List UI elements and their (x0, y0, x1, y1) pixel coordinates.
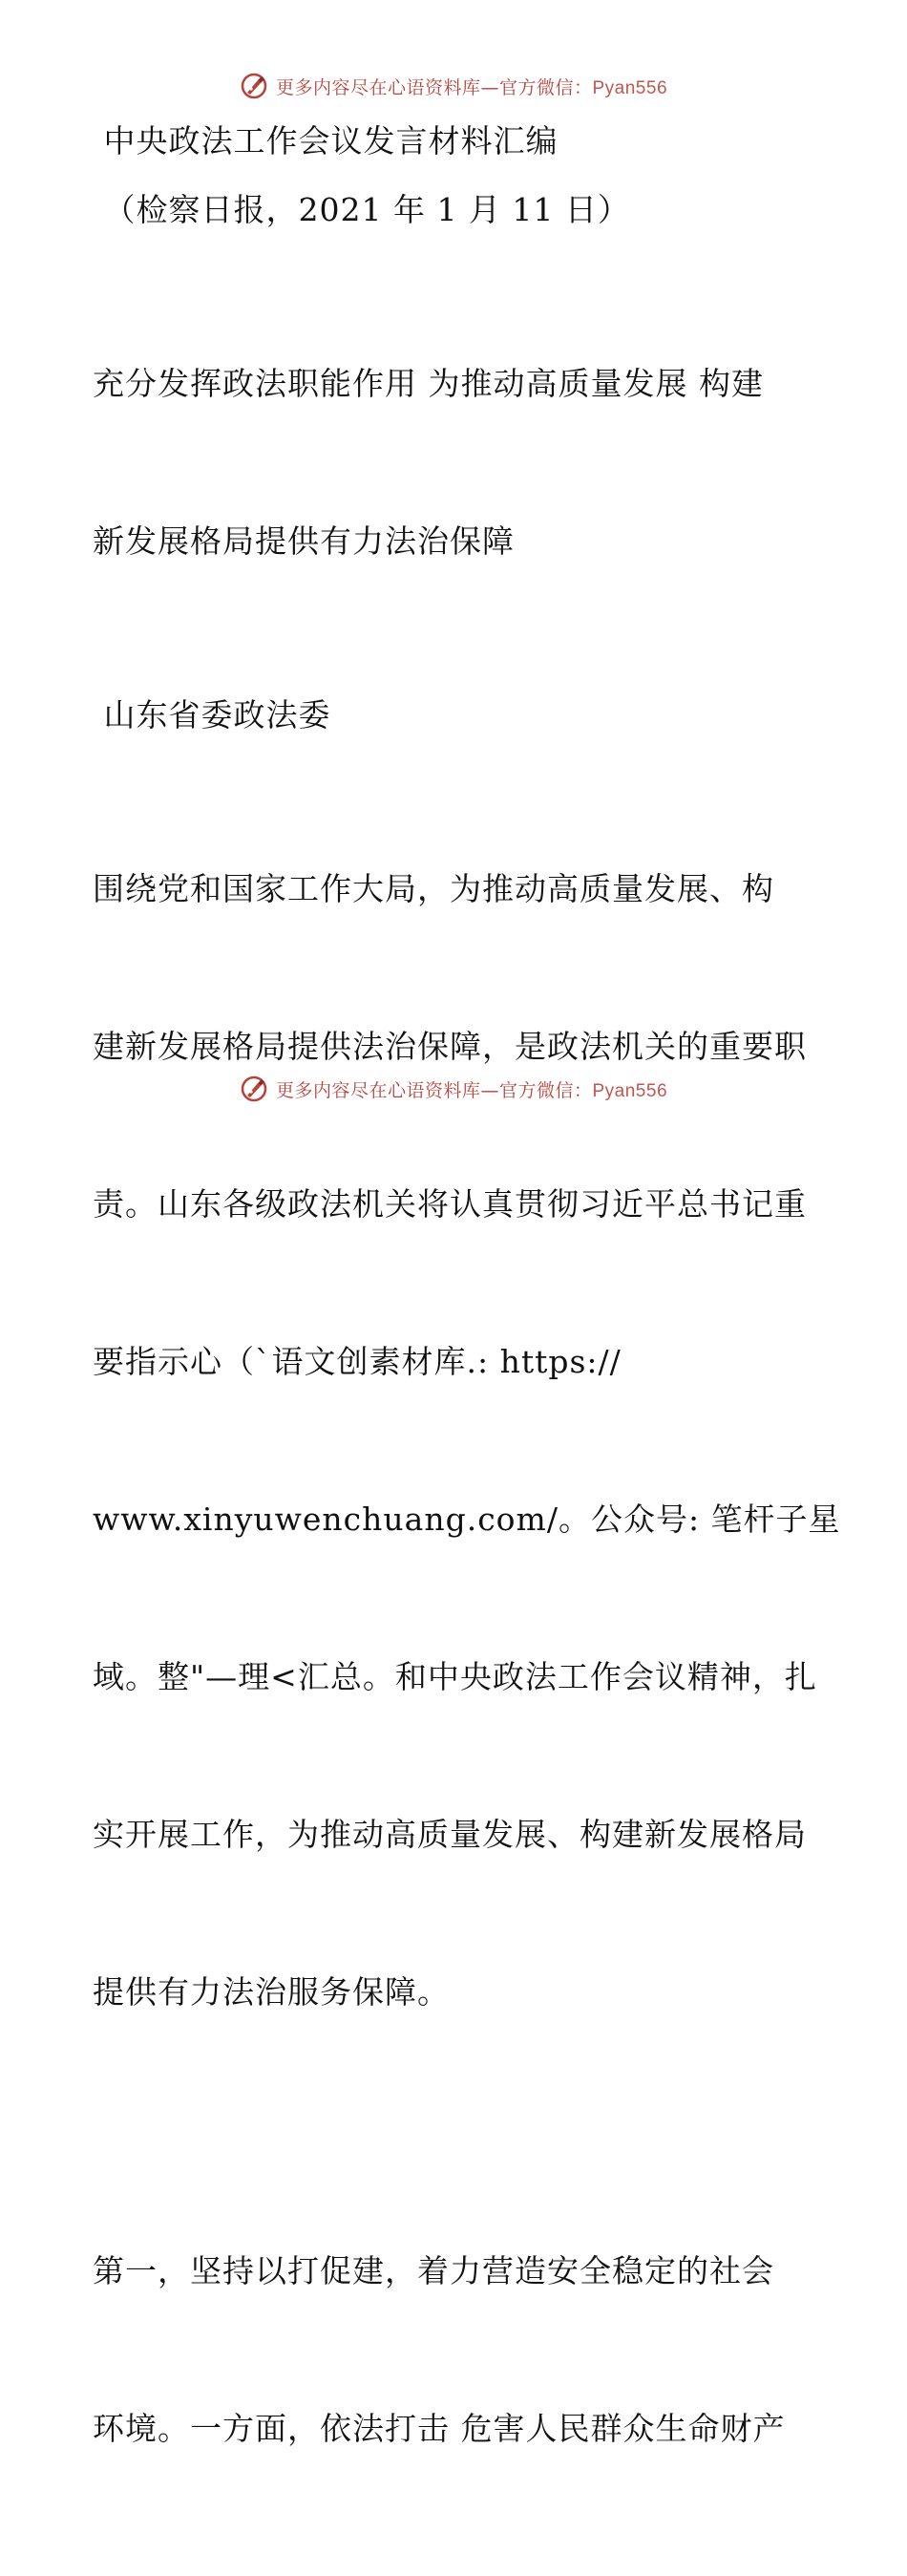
watermark-site-name: 更多内容尽在心语资料库 (275, 76, 481, 98)
watermark-text (276, 74, 667, 99)
paragraph-line: 要指示心（`语文创素材库.: https:// (93, 1343, 622, 1380)
paragraph-2 (93, 2140, 818, 2560)
pen-nib-logo-icon (240, 72, 268, 100)
paragraph-line: 围绕党和国家工作大局，为推动高质量发展、构 (93, 870, 774, 907)
article-title-line: 新发展格局提供有力法治保障 (93, 522, 515, 560)
header-watermark (0, 67, 907, 105)
watermark-wechat-label: 官方微信： (498, 1079, 593, 1101)
paragraph-line: www.xinyuwenchuang.com/。公众号: 笔杆子星 (93, 1501, 841, 1538)
pen-nib-logo-icon (240, 1075, 268, 1103)
paragraph-line: 责。山东各级政法机关将认真贯彻习近平总书记重 (93, 1185, 807, 1223)
paragraph-line: 第一，坚持以打促建，着力营造安全稳定的社会 (93, 2252, 774, 2289)
watermark-wechat-id: Pyan556 (592, 1080, 668, 1101)
watermark-text (276, 1076, 667, 1102)
article-title-line: 充分发挥政法职能作用 为推动高质量发展 构建 (93, 365, 764, 402)
paragraph-line: 域。整"—理<汇总。和中央政法工作会议精神，扎 (93, 1658, 817, 1695)
source-line: （检察日报，2021 年 1 月 11 日） (93, 191, 630, 228)
author-line: 山东省委政法委 (93, 696, 331, 734)
watermark-separator: — (480, 1079, 499, 1101)
article-title (93, 252, 818, 672)
watermark-wechat-label: 官方微信： (498, 76, 593, 98)
paragraph-line: 提供有力法治服务保障。 (93, 1973, 450, 2011)
footer-watermark (0, 1070, 907, 1108)
watermark-site-name: 更多内容尽在心语资料库 (275, 1079, 481, 1101)
watermark-wechat-id: Pyan556 (592, 77, 668, 98)
compilation-title: 中央政法工作会议发言材料汇编 (93, 122, 559, 160)
paragraph-line: 建新发展格局提供法治保障，是政法机关的重要职 (93, 1028, 807, 1065)
paragraph-1 (93, 757, 841, 2123)
watermark-separator: — (480, 76, 499, 98)
document-body (93, 115, 841, 2576)
paragraph-line: 环境。一方面，依法打击 危害人民群众生命财产 (93, 2410, 786, 2447)
paragraph-line: 实开展工作，为推动高质量发展、构建新发展格局 (93, 1816, 807, 1853)
